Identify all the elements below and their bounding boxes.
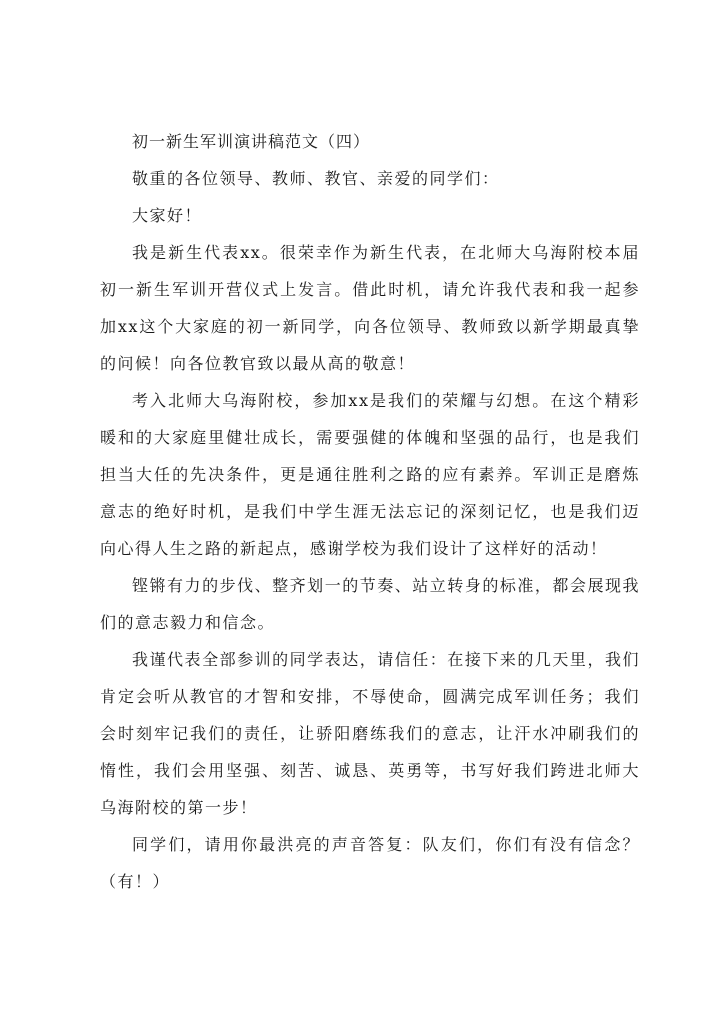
paragraph-pledge: 我谨代表全部参训的同学表达，请信任：在接下来的几天里，我们肯定会听从教官的才智和安排，不辱使命，圆满完成军训任务；我们会时刻牢记我们的责任，让骄阳磨练我们的意志，让汗水冲刷我们的惰性，我们会用坚强、刻苦、诚恳、英勇等，书写好我们跨进北师大乌海附校的第一步！	[100, 650, 640, 817]
paragraph-salutation: 敬重的各位领导、教师、教官、亲爱的同学们：	[132, 169, 500, 188]
paragraph-honor: 考入北师大乌海附校，参加xx是我们的荣耀与幻想。在这个精彩暖和的大家庭里健壮成长，需要强健的体魄和坚强的品行，也是我们担当大任的先决条件，更是通往胜利之路的应有素养。军训正是磨炼意志的绝好时机，是我们中学生涯无法忘记的深刻记忆，也是我们迈向心得人生之路的新起点，感谢学校为我们设计了这样好的活动！	[100, 391, 640, 558]
document-body	[100, 128, 640, 900]
document-title: 初一新生军训演讲稿范文（四）	[132, 132, 371, 151]
paragraph-steps: 铿锵有力的步伐、整齐划一的节奏、站立转身的标准，都会展现我们的意志毅力和信念。	[100, 576, 640, 632]
paragraph-call: 同学们，请用你最洪亮的声音答复：队友们，你们有没有信念？（有！）	[100, 835, 640, 891]
paragraph-greeting: 大家好！	[132, 206, 203, 225]
paragraph-introduction: 我是新生代表xx。很荣幸作为新生代表，在北师大乌海附校本届初一新生军训开营仪式上发言。借此时机，请允许我代表和我一起参加xx这个大家庭的初一新同学，向各位领导、教师致以新学期最真挚的问候！向各位教官致以最从高的敬意！	[100, 243, 640, 373]
